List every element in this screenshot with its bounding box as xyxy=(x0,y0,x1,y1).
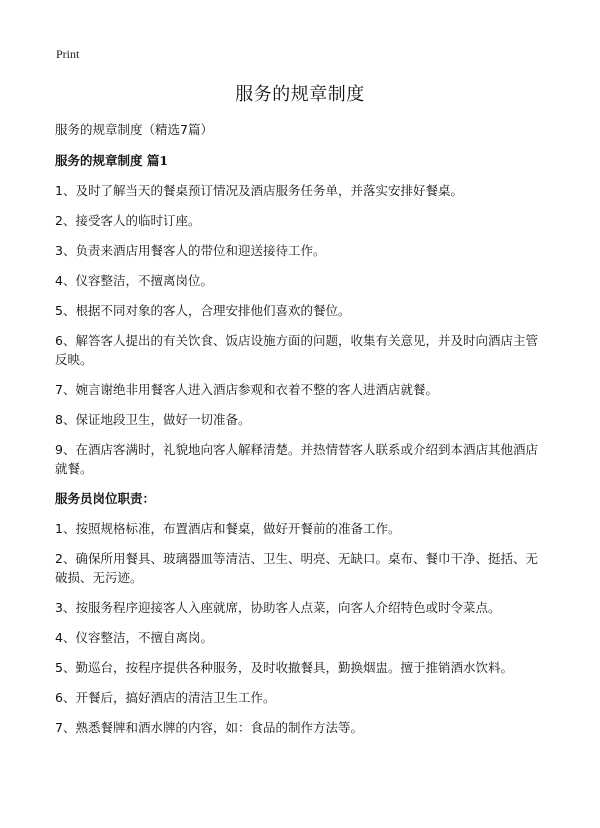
section-heading-2: 服务员岗位职责： xyxy=(55,491,156,506)
list-item: 2、确保所用餐具、玻璃器皿等清洁、卫生、明亮、无缺口。桌布、餐巾干净、挺括、无破损、无污迹。 xyxy=(55,551,538,585)
list-item: 7、婉言谢绝非用餐客人进入酒店参观和衣着不整的客人进酒店就餐。 xyxy=(55,382,438,397)
list-item: 1、及时了解当天的餐桌预订情况及酒店服务任务单，并落实安排好餐桌。 xyxy=(55,183,463,198)
list-item: 4、仪容整洁，不擅离岗位。 xyxy=(55,273,213,288)
print-label: Print xyxy=(56,47,80,61)
document-subtitle: 服务的规章制度（精选7篇） xyxy=(55,122,213,137)
list-item: 1、按照规格标准，布置酒店和餐桌，做好开餐前的准备工作。 xyxy=(55,521,401,536)
list-item: 6、解答客人提出的有关饮食、饭店设施方面的问题，收集有关意见，并及时向酒店主管反映。 xyxy=(55,333,538,367)
section-heading-1: 服务的规章制度 篇1 xyxy=(55,153,169,168)
list-item: 8、保证地段卫生，做好一切准备。 xyxy=(55,412,251,427)
list-item: 3、按服务程序迎接客人入座就席，协助客人点菜，向客人介绍特色或时令菜点。 xyxy=(55,600,501,615)
list-item: 3、负责来酒店用餐客人的带位和迎送接待工作。 xyxy=(55,243,326,258)
list-item: 5、根据不同对象的客人，合理安排他们喜欢的餐位。 xyxy=(55,303,351,318)
list-item: 2、接受客人的临时订座。 xyxy=(55,213,201,228)
list-item: 5、勤巡台，按程序提供各种服务，及时收撤餐具，勤换烟盅。擅于推销酒水饮料。 xyxy=(55,660,513,675)
list-item: 6、开餐后，搞好酒店的清洁卫生工作。 xyxy=(55,690,276,705)
list-item: 9、在酒店客满时，礼貌地向客人解释清楚。并热情替客人联系或介绍到本酒店其他酒店就餐。 xyxy=(55,442,538,476)
list-item: 4、仪容整洁，不擅自离岗。 xyxy=(55,630,213,645)
list-item: 7、熟悉餐牌和酒水牌的内容，如：食品的制作方法等。 xyxy=(55,720,363,735)
page-title: 服务的规章制度 xyxy=(235,84,365,105)
document-body xyxy=(55,120,545,747)
